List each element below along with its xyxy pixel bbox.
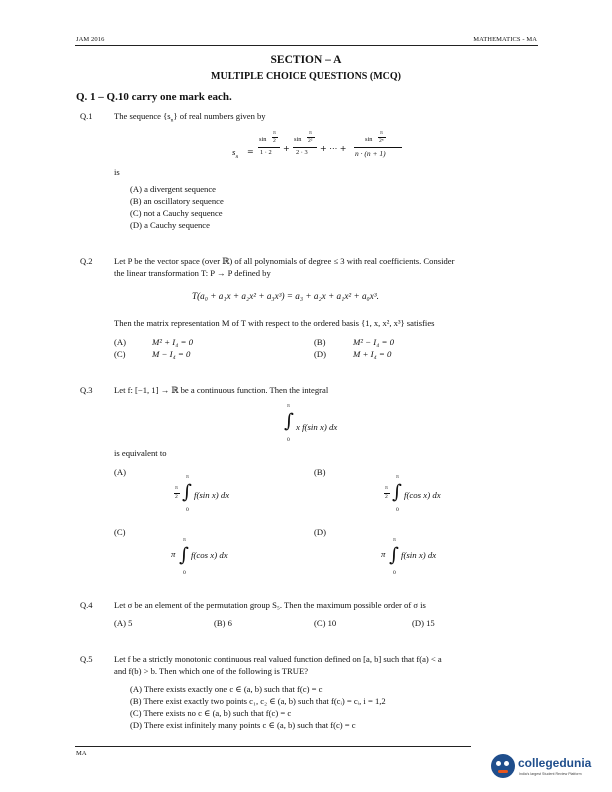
logo-mascot-icon (491, 754, 515, 778)
q1-stem: The sequence $\{s_n\}$ of real numbers given by (114, 111, 266, 124)
q2-opt-a-label: (A) (114, 337, 126, 347)
q4-option-a: (A) 5 (114, 618, 133, 628)
q2-opt-b-expr: M² − I₄ = 0 (353, 337, 395, 347)
q3-equiv: is equivalent to (114, 448, 167, 458)
q1-number: Q.1 (80, 111, 93, 121)
q5-line1: Let f be a strictly monotonic continuous real valued function defined on [a, b] such that f(a) < a (114, 654, 442, 664)
q2-opt-c-label: (C) (114, 349, 126, 359)
q3-number: Q.3 (80, 385, 93, 395)
integral-sign: ∫ (392, 481, 402, 503)
integral-sign: ∫ (179, 544, 189, 566)
q1-f3-argnum: π (380, 130, 383, 136)
q4-number: Q.4 (80, 600, 93, 610)
q1-f2-sin: sin (294, 136, 302, 143)
header-rule (75, 45, 538, 46)
q1-formula (232, 128, 432, 170)
q2-opt-a-expr: M² + I₄ = 0 (152, 337, 194, 347)
marks-note: Q. 1 – Q.10 carry one mark each. (76, 91, 232, 103)
q5-line2: and f(b) > b. Then which one of the following is TRUE? (114, 666, 309, 676)
q1-option-b: (B) an oscillatory sequence (130, 196, 224, 206)
q1-is: is (114, 167, 120, 177)
q3-opt-a-label: (A) (114, 467, 126, 477)
q5-number: Q.5 (80, 654, 93, 664)
q2-opt-d-expr: M + I₄ = 0 (353, 349, 392, 359)
q3-opt-d-expr: π π ∫ 0 f(sin x) dx (381, 537, 437, 576)
q4-option-c: (C) 10 (314, 618, 337, 628)
q3-stem: Let f: [−1, 1] → ℝ be a continuous function. Then the integral (114, 385, 329, 395)
q3-upper: π (287, 403, 290, 409)
q4-option-b: (B) 6 (214, 618, 232, 628)
q2-opt-c-expr: M − I₄ = 0 (152, 349, 191, 359)
collegedunia-logo (489, 752, 609, 788)
q1-f1-sin: sin (259, 136, 267, 143)
q3-opt-a-expr: π 2 π ∫ 0 f(sin x) dx (175, 474, 230, 513)
q2-number: Q.2 (80, 256, 93, 266)
q3-opt-b-expr: π 2 π ∫ 0 f(cos x) dx (385, 474, 441, 513)
q1-f1-argden: 2 (273, 138, 276, 144)
section-subtitle: MULTIPLE CHOICE QUESTIONS (MCQ) (211, 71, 401, 82)
q2-formula: T(a₀ + a₁x + a₂x² + a₃x³) = a₃ + a₂x + a₁x² + a₀x³. (192, 291, 379, 301)
q1-f2-den: 2 · 3 (296, 149, 308, 156)
integral-sign: ∫ (182, 481, 192, 503)
q1-f1-den: 1 · 2 (260, 149, 272, 156)
q1-f3-argden: 2ⁿ (379, 138, 384, 144)
q1-eq: = (247, 147, 254, 156)
header-left: JAM 2016 (76, 36, 105, 43)
q1-option-d: (D) a Cauchy sequence (130, 220, 210, 230)
q1-f1-argnum: π (273, 130, 276, 136)
q4-stem: Let σ be an element of the permutation group S₅. Then the maximum possible order of σ is (114, 600, 426, 610)
q1-dots: + ⋯ + (320, 144, 347, 153)
q3-opt-b-label: (B) (314, 467, 326, 477)
section-title: SECTION – A (270, 54, 342, 66)
q1-f3-sin: sin (365, 136, 373, 143)
q3-integral (282, 403, 372, 449)
q1-f3-den: n · (n + 1) (355, 149, 386, 158)
q1-f2-argden: 2² (308, 138, 313, 144)
q1-option-a: (A) a divergent sequence (130, 184, 216, 194)
q4-option-d: (D) 15 (412, 618, 435, 628)
q2-opt-d-label: (D) (314, 349, 326, 359)
q3-opt-c-label: (C) (114, 527, 126, 537)
q3-integrand: x f(sin x) dx (296, 422, 338, 432)
q2-opt-b-label: (B) (314, 337, 326, 347)
q3-opt-c-expr: π π ∫ 0 f(cos x) dx (171, 537, 228, 576)
q3-opt-d-label: (D) (314, 527, 326, 537)
integral-sign: ∫ (284, 410, 294, 432)
q5-option-a: (A) There exists exactly one c ∈ (a, b) such that f(c) = c (130, 684, 323, 694)
q2-line2: the linear transformation T: P → P defined by (114, 268, 271, 278)
q2-line1: Let P be the vector space (over ℝ) of all polynomials of degree ≤ 3 with real coefficients. Consider (114, 256, 455, 266)
q1-lhs: $s_n$ (232, 147, 239, 160)
integral-sign: ∫ (389, 544, 399, 566)
q1-plus: + (283, 144, 290, 153)
q5-option-b: (B) There exist exactly two points c₁, c₂ ∈ (a, b) such that f(cᵢ) = cᵢ, i = 1,2 (130, 696, 386, 706)
q3-lower: 0 (287, 437, 290, 443)
logo-name: collegedunia (518, 756, 592, 770)
q1-f2-argnum: π (309, 130, 312, 136)
q5-option-d: (D) There exist infinitely many points c ∈ (a, b) such that f(c) = c (130, 720, 356, 730)
footer-rule (75, 746, 471, 747)
q1-option-c: (C) not a Cauchy sequence (130, 208, 223, 218)
q5-option-c: (C) There exists no c ∈ (a, b) such that f(c) = c (130, 708, 292, 718)
footer-left: MA (76, 750, 87, 757)
q2-line3: Then the matrix representation M of T with respect to the ordered basis {1, x, x², x³} satisfies (114, 318, 435, 328)
logo-tagline: India's largest Student Review Platform (519, 772, 582, 776)
header-right: MATHEMATICS - MA (473, 36, 537, 43)
